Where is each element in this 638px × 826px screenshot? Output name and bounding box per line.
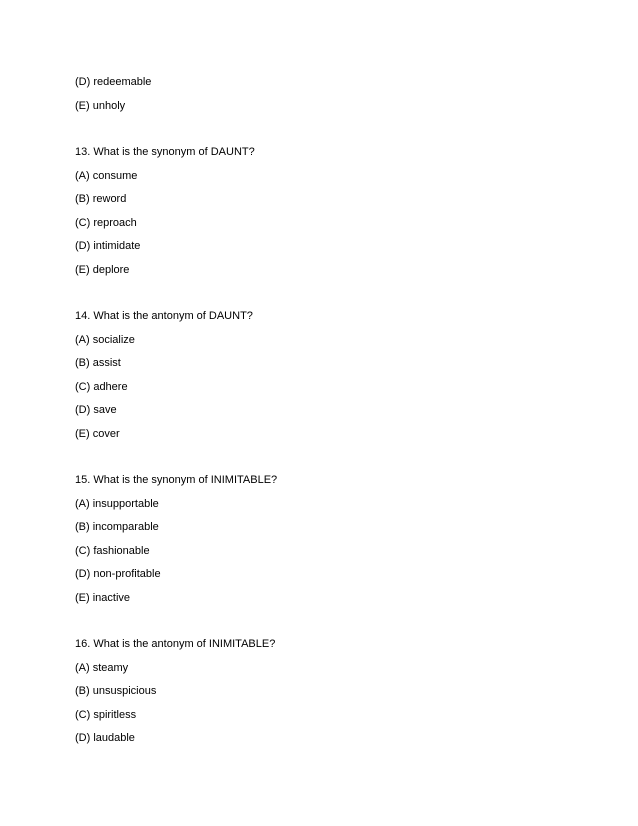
question-prompt: 14. What is the antonym of DAUNT?	[75, 310, 253, 322]
question-prompt: 13. What is the synonym of DAUNT?	[75, 146, 255, 158]
option-line: (C) adhere	[75, 380, 128, 393]
question-prompt: 16. What is the antonym of INIMITABLE?	[75, 638, 276, 650]
option-line: (D) redeemable	[75, 76, 152, 88]
option-line: (E) deplore	[75, 263, 130, 276]
question-prompt: 15. What is the synonym of INIMITABLE?	[75, 474, 278, 486]
option-line: (A) socialize	[75, 333, 135, 346]
question-14	[75, 310, 575, 451]
option-line: (B) assist	[75, 357, 121, 369]
option-line: (D) laudable	[75, 732, 135, 744]
option-line: (A) consume	[75, 169, 138, 182]
option-line: (C) fashionable	[75, 544, 150, 557]
option-line: (C) reproach	[75, 216, 137, 229]
document-page	[75, 76, 575, 756]
option-line: (B) incomparable	[75, 521, 159, 533]
option-line: (D) non-profitable	[75, 568, 161, 580]
option-line: (B) reword	[75, 193, 127, 205]
question-15	[75, 474, 575, 615]
option-line: (B) unsuspicious	[75, 685, 157, 697]
option-line: (C) spiritless	[75, 708, 137, 721]
option-line: (E) inactive	[75, 591, 131, 604]
option-line: (D) intimidate	[75, 240, 141, 252]
option-line: (D) save	[75, 404, 117, 416]
option-line: (E) cover	[75, 427, 120, 440]
option-line: (A) steamy	[75, 661, 129, 674]
option-line: (E) unholy	[75, 99, 126, 112]
question-16	[75, 638, 575, 756]
question-13	[75, 146, 575, 287]
option-line: (A) insupportable	[75, 497, 159, 510]
carryover-options	[75, 76, 575, 123]
